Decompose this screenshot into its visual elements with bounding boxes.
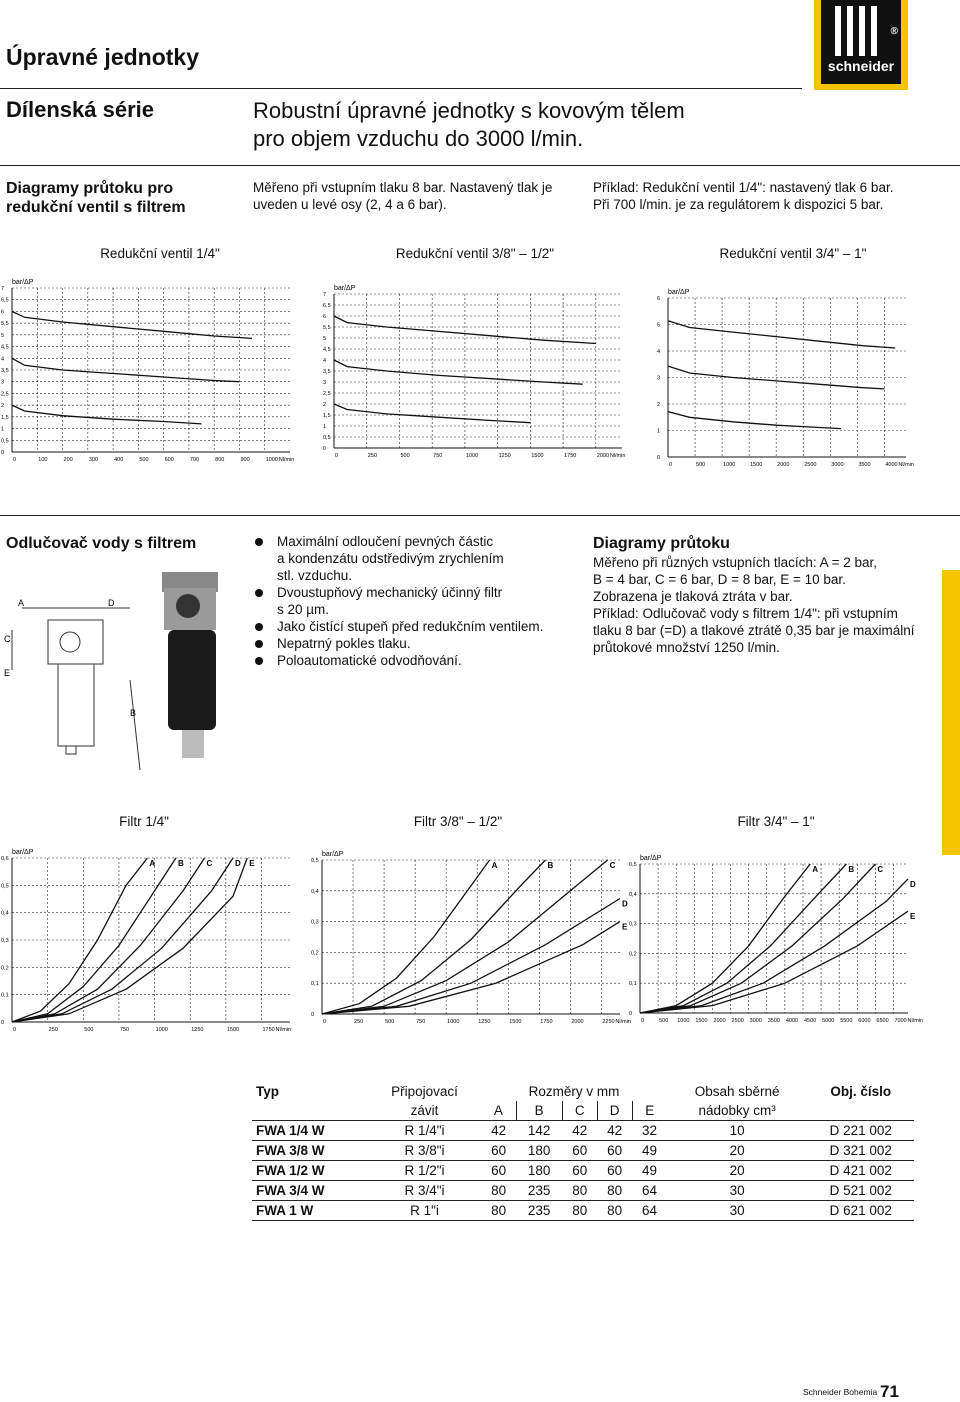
x-tick-label: 1750	[564, 453, 577, 459]
table-cell: 80	[607, 1203, 623, 1218]
table-cell: D 221 002	[829, 1123, 892, 1138]
page-title: Úpravné jednotky	[6, 44, 199, 70]
x-tick-label: 2000	[571, 1019, 584, 1025]
table-cell: 60	[607, 1143, 623, 1158]
y-tick-label: 4,5	[323, 347, 331, 353]
series-label: C	[877, 865, 884, 874]
series-label: B	[547, 861, 554, 870]
x-tick-label: 1500	[695, 1018, 708, 1024]
series-label: D	[910, 879, 916, 889]
x-tick-label: 0	[13, 457, 17, 463]
table-cell: R 1/2"i	[404, 1163, 445, 1178]
chart-caption-filter-3-8: Filtr 3/8" – 1/2"	[413, 814, 503, 829]
y-tick-label: 0,5	[323, 435, 331, 441]
y-tick-label: 2	[657, 402, 661, 408]
y-tick-label: 5	[323, 336, 327, 342]
y-tick-label: 6	[323, 314, 327, 320]
x-axis-unit: Nl/min	[275, 1027, 292, 1033]
flow-line: průtokové množství 1250 l/min.	[593, 640, 780, 655]
y-tick-label: 4	[1, 356, 5, 363]
col-header-container: nádobky cm³	[698, 1103, 776, 1118]
regulator-description	[253, 179, 583, 213]
y-tick-label: 0,3	[1, 938, 9, 944]
separator-drawing	[0, 570, 232, 775]
series-label: A	[149, 859, 156, 868]
table-row	[252, 1141, 914, 1161]
table-cell: FWA 1 W	[256, 1203, 314, 1218]
regulator-example-line-2: Při 700 l/min. je za regulátorem k dispozici 5 bar.	[593, 197, 884, 212]
x-tick-label: 500	[84, 1027, 94, 1033]
y-tick-label: 0,5	[1, 883, 9, 890]
x-tick-label: 250	[354, 1019, 364, 1025]
separator-photo	[162, 572, 218, 758]
x-tick-label: 7000	[894, 1018, 907, 1024]
y-tick-label: 0	[1, 1020, 5, 1026]
y-tick-label: 0	[629, 1011, 633, 1017]
y-tick-label: 0	[657, 455, 661, 461]
y-axis-label: bar/ΔP	[322, 851, 344, 858]
y-tick-label: 3	[1, 379, 5, 386]
table-cell: 80	[572, 1183, 588, 1198]
x-tick-label: 1500	[531, 453, 544, 459]
y-axis-label: bar/ΔP	[334, 285, 356, 292]
chart-caption-filter-1-4: Filtr 1/4"	[119, 814, 169, 829]
x-tick-label: 0	[323, 1019, 327, 1025]
x-tick-label: 750	[433, 453, 443, 459]
feature-item	[253, 533, 573, 584]
table-cell: 180	[527, 1143, 551, 1158]
table-row	[252, 1201, 914, 1221]
table-cell: R 1/4"i	[404, 1123, 445, 1138]
feature-item	[253, 652, 573, 669]
x-tick-label: 1500	[226, 1027, 240, 1033]
series-line	[322, 899, 620, 1015]
table-cell: FWA 1/4 W	[256, 1123, 325, 1138]
x-tick-label: 0	[335, 453, 339, 459]
brand-logo	[814, 0, 908, 90]
chart-regulator-3-4	[656, 284, 916, 479]
col-header-c: C	[562, 1101, 597, 1121]
section-rule	[0, 165, 960, 166]
x-tick-label: 2000	[777, 462, 790, 468]
table-cell: 60	[607, 1163, 623, 1178]
headline-line-2: pro objem vzduchu do 3000 l/min.	[253, 126, 584, 151]
table-cell: 180	[527, 1163, 551, 1178]
y-tick-label: 0,2	[629, 951, 637, 958]
series-title: Dílenská série	[6, 97, 154, 122]
x-tick-label: 0	[669, 462, 673, 468]
x-tick-label: 900	[240, 457, 250, 463]
dim-label-d: D	[108, 598, 115, 608]
feature-item	[253, 584, 573, 618]
feature-text: Maximální odloučení pevných částic	[277, 534, 494, 549]
x-tick-label: 100	[38, 457, 48, 463]
x-tick-label: 6500	[876, 1018, 889, 1024]
table-cell: 20	[729, 1163, 745, 1178]
y-tick-label: 4	[323, 358, 327, 364]
table-cell: 60	[572, 1143, 588, 1158]
x-tick-label: 1500	[750, 462, 763, 468]
section-rule-2	[0, 515, 960, 516]
dim-label-e: E	[4, 668, 11, 678]
y-tick-label: 0,4	[1, 910, 9, 917]
feature-text: s 20 µm.	[277, 602, 330, 617]
table-cell: 64	[641, 1203, 657, 1218]
y-tick-label: 1	[657, 428, 661, 435]
table-cell: 10	[729, 1123, 745, 1138]
y-tick-label: 0	[323, 446, 327, 452]
y-tick-label: 0,3	[311, 919, 319, 926]
flow-diagram-info	[593, 533, 933, 656]
series-line	[668, 412, 841, 429]
chart-regulator-1-4	[0, 274, 300, 474]
series-label: B	[177, 859, 184, 868]
col-header-volume: Obsah sběrné	[694, 1084, 780, 1099]
footer-brand: Schneider Bohemia	[803, 1387, 878, 1397]
y-tick-label: 0,5	[311, 858, 319, 864]
x-axis-unit: Nl/min	[898, 462, 914, 468]
x-tick-label: 1000	[723, 462, 736, 468]
x-tick-label: 250	[48, 1027, 58, 1033]
feature-item	[253, 635, 573, 652]
x-tick-label: 1750	[262, 1027, 275, 1033]
y-tick-label: 5	[1, 332, 5, 339]
dim-label-c: C	[4, 634, 11, 644]
col-header-empty	[252, 1101, 368, 1121]
series-line	[12, 405, 202, 424]
yellow-side-tab	[942, 570, 960, 855]
logo-registered-mark: ®	[890, 26, 898, 37]
y-tick-label: 0,2	[1, 965, 9, 972]
x-tick-label: 5000	[822, 1018, 835, 1024]
series-label: C	[609, 861, 616, 870]
col-header-empty	[807, 1101, 914, 1121]
x-tick-label: 0	[641, 1018, 645, 1024]
series-label: E	[249, 859, 255, 868]
x-tick-label: 500	[659, 1018, 669, 1024]
table-cell: D 621 002	[829, 1203, 892, 1218]
page-number: 71	[880, 1382, 899, 1401]
y-tick-label: 3	[657, 375, 661, 382]
x-tick-label: 200	[63, 457, 73, 463]
x-axis-unit: Nl/min	[609, 453, 626, 459]
x-tick-label: 1000	[155, 1027, 168, 1033]
table-body	[252, 1121, 914, 1221]
x-tick-label: 0	[13, 1027, 17, 1033]
feature-list	[253, 533, 573, 669]
y-tick-label: 3,5	[323, 369, 331, 375]
series-label: E	[910, 912, 916, 922]
col-header-dimensions: Rozměry v mm	[528, 1084, 620, 1099]
y-tick-label: 0,1	[1, 992, 9, 999]
y-axis-label: bar/ΔP	[12, 849, 34, 856]
x-tick-label: 1250	[498, 453, 511, 459]
dim-label-a: A	[18, 598, 25, 608]
feature-text: Jako čistící stupeň před redukčním ventilem.	[277, 619, 544, 634]
x-tick-label: 500	[139, 457, 149, 463]
col-header-connection: Připojovací	[391, 1084, 458, 1099]
x-tick-label: 2500	[731, 1018, 744, 1024]
chart-caption-filter-3-4: Filtr 3/4" – 1"	[737, 814, 815, 829]
x-tick-label: 2500	[804, 462, 817, 468]
y-tick-label: 6	[1, 309, 5, 316]
y-tick-label: 1,5	[323, 413, 331, 419]
chart-caption-regulator-1-4: Redukční ventil 1/4"	[100, 246, 220, 261]
table-cell: 20	[729, 1143, 745, 1158]
chart-filter-3-8	[310, 846, 633, 1036]
series-label: C	[206, 859, 213, 868]
y-axis-label: bar/ΔP	[668, 289, 690, 296]
feature-text: a kondenzátu odstředivým zrychlením	[277, 551, 504, 566]
specification-table	[252, 1082, 914, 1221]
flow-line: Příklad: Odlučovač vody s filtrem 1/4": při vstupním	[593, 606, 898, 621]
y-tick-label: 5	[657, 322, 661, 329]
feature-text: Poloautomatické odvodňování.	[277, 653, 462, 668]
x-tick-label: 4000	[885, 462, 898, 468]
col-header-d: D	[597, 1101, 632, 1121]
x-tick-label: 400	[114, 457, 124, 463]
headline-line-1: Robustní úpravné jednotky s kovovým tělem	[253, 98, 685, 123]
table-cell: 60	[491, 1143, 507, 1158]
y-tick-label: 3,5	[1, 368, 9, 374]
regulator-title-line-1: Diagramy průtoku pro	[6, 180, 174, 197]
feature-item	[253, 618, 573, 635]
x-tick-label: 1000	[447, 1019, 460, 1025]
y-axis-label: bar/ΔP	[640, 855, 662, 862]
x-axis-unit: Nl/min	[907, 1018, 924, 1024]
y-tick-label: 6,5	[323, 303, 331, 309]
table-cell: R 3/8"i	[404, 1143, 445, 1158]
table-cell: D 321 002	[829, 1143, 892, 1158]
series-line	[12, 311, 252, 338]
table-cell: 60	[491, 1163, 507, 1178]
dim-label-b: B	[130, 708, 137, 718]
chart-regulator-3-8	[322, 280, 632, 470]
x-tick-label: 700	[189, 457, 200, 463]
series-label: A	[812, 865, 818, 874]
table-cell: 80	[491, 1203, 507, 1218]
table-cell: FWA 3/8 W	[256, 1143, 325, 1158]
flow-line: Zobrazena je tlaková ztráta v bar.	[593, 589, 793, 604]
x-tick-label: 4000	[785, 1018, 799, 1024]
table-cell: 235	[527, 1203, 551, 1218]
x-tick-label: 250	[367, 453, 377, 459]
x-tick-label: 1000	[265, 457, 278, 463]
y-tick-label: 0	[1, 450, 5, 456]
y-tick-label: 6,5	[1, 297, 9, 304]
y-tick-label: 2,5	[323, 391, 331, 397]
table-cell: FWA 1/2 W	[256, 1163, 325, 1178]
x-tick-label: 6000	[858, 1018, 871, 1024]
table-row	[252, 1121, 914, 1141]
x-tick-label: 4500	[803, 1018, 817, 1024]
series-line	[640, 879, 908, 1013]
table-cell: FWA 3/4 W	[256, 1183, 325, 1198]
x-tick-label: 1500	[509, 1019, 522, 1025]
table-row	[252, 1181, 914, 1201]
y-tick-label: 0,2	[311, 950, 319, 957]
series-label: D	[622, 899, 628, 909]
x-tick-label: 5500	[840, 1018, 853, 1024]
col-header-a: A	[481, 1101, 516, 1121]
y-tick-label: 0	[311, 1012, 315, 1018]
chart-filter-3-4	[628, 850, 924, 1035]
y-tick-label: 4	[657, 349, 661, 355]
col-header-thread: závit	[410, 1103, 439, 1118]
x-tick-label: 1000	[465, 453, 479, 459]
table-cell: 49	[641, 1143, 657, 1158]
table-cell: D 421 002	[829, 1163, 892, 1178]
x-tick-label: 750	[119, 1027, 130, 1033]
series-line	[334, 360, 583, 384]
flow-diagram-title: Diagramy průtoku	[593, 535, 730, 552]
regulator-desc-line-2: uveden u levé osy (2, 4 a 6 bar).	[253, 197, 447, 212]
flow-line: tlaku 8 bar (=D) a tlakové ztrátě 0,35 bar je maximální	[593, 623, 915, 638]
series-line	[322, 922, 620, 1014]
y-tick-label: 5,5	[1, 321, 9, 328]
flow-line: B = 4 bar, C = 6 bar, D = 8 bar, E = 10 bar.	[593, 572, 846, 587]
feature-text: Nepatrný pokles tlaku.	[277, 636, 411, 651]
x-tick-label: 2000	[713, 1018, 726, 1024]
chart-caption-regulator-3-4: Redukční ventil 3/4" – 1"	[719, 246, 867, 261]
y-tick-label: 0,5	[1, 438, 9, 445]
y-tick-label: 1,5	[1, 414, 9, 421]
x-tick-label: 1000	[677, 1018, 690, 1024]
regulator-section-title	[6, 179, 186, 217]
table-cell: 64	[641, 1183, 657, 1198]
feature-text: stl. vzduchu.	[277, 568, 353, 583]
table-cell: 42	[572, 1123, 588, 1138]
table-header-row-2	[252, 1101, 914, 1121]
table-cell: 32	[641, 1123, 657, 1138]
x-tick-label: 1250	[191, 1027, 204, 1033]
table-cell: 60	[572, 1163, 588, 1178]
header-rule	[0, 88, 802, 89]
series-line	[640, 864, 875, 1013]
table-cell: R 1"i	[410, 1203, 439, 1218]
x-tick-label: 600	[164, 457, 174, 463]
x-tick-label: 2250	[602, 1019, 615, 1025]
table-cell: 142	[527, 1123, 551, 1138]
table-row	[252, 1161, 914, 1181]
chart-caption-regulator-3-8: Redukční ventil 3/8" – 1/2"	[395, 246, 555, 261]
y-tick-label: 2	[1, 403, 5, 410]
regulator-example-line-1: Příklad: Redukční ventil 1/4": nastavený tlak 6 bar.	[593, 180, 894, 195]
flow-line: Měřeno při různých vstupních tlacích: A = 2 bar,	[593, 555, 878, 570]
feature-text: Dvoustupňový mechanický účinný filtr	[277, 585, 503, 600]
table-cell: 49	[641, 1163, 657, 1178]
table-cell: 30	[729, 1183, 745, 1198]
y-tick-label: 0,4	[629, 891, 637, 898]
y-tick-label: 0,1	[311, 981, 319, 988]
table-cell: 80	[491, 1183, 507, 1198]
x-tick-label: 500	[696, 462, 706, 468]
x-axis-unit: Nl/min	[615, 1019, 631, 1025]
y-tick-label: 7	[323, 292, 327, 298]
x-tick-label: 3000	[749, 1018, 762, 1024]
col-header-order-no: Obj. číslo	[830, 1084, 892, 1099]
x-axis-unit: Nl/min	[278, 457, 295, 463]
x-tick-label: 500	[385, 1019, 395, 1025]
series-label: B	[848, 865, 855, 874]
headline	[253, 97, 813, 153]
x-tick-label: 1250	[478, 1019, 491, 1025]
table-header-row	[252, 1082, 914, 1101]
y-tick-label: 5,5	[323, 325, 331, 331]
table-cell: 30	[729, 1203, 745, 1218]
table-cell: 80	[572, 1203, 588, 1218]
col-header-e: E	[645, 1103, 655, 1118]
y-tick-label: 1	[1, 426, 5, 433]
x-tick-label: 800	[215, 457, 225, 463]
y-tick-label: 7	[1, 286, 5, 292]
x-tick-label: 2000	[596, 453, 610, 459]
table-cell: 42	[491, 1123, 507, 1138]
series-label: E	[622, 922, 628, 932]
x-tick-label: 750	[416, 1019, 426, 1025]
y-tick-label: 2,5	[1, 391, 9, 398]
x-tick-label: 500	[400, 453, 410, 459]
y-tick-label: 0,6	[1, 856, 9, 862]
logo-text: schneider	[827, 58, 895, 74]
y-tick-label: 1	[323, 424, 327, 430]
x-tick-label: 1750	[540, 1019, 553, 1025]
y-tick-label: 6	[657, 296, 661, 302]
table-cell: 235	[527, 1183, 551, 1198]
y-tick-label: 0,4	[311, 888, 319, 895]
col-header-b: B	[516, 1101, 562, 1121]
y-axis-label: bar/ΔP	[12, 279, 34, 286]
table-cell: R 3/4"i	[404, 1183, 445, 1198]
regulator-example	[593, 179, 933, 213]
series-label: A	[491, 861, 498, 870]
x-tick-label: 3000	[831, 462, 844, 468]
series-line	[640, 911, 908, 1013]
y-tick-label: 4,5	[1, 344, 9, 351]
x-tick-label: 3500	[858, 462, 871, 468]
x-tick-label: 3500	[767, 1018, 781, 1024]
table-cell: 80	[607, 1183, 623, 1198]
table-cell: 42	[607, 1123, 623, 1138]
table-cell: D 521 002	[829, 1183, 892, 1198]
col-header-type: Typ	[256, 1084, 279, 1099]
separator-section-title: Odlučovač vody s filtrem	[6, 535, 197, 552]
y-tick-label: 0,3	[629, 921, 637, 928]
y-tick-label: 2	[323, 402, 327, 408]
series-label: D	[234, 859, 241, 868]
y-tick-label: 0,1	[629, 981, 637, 988]
chart-filter-1-4	[0, 844, 300, 1044]
regulator-desc-line-1: Měřeno při vstupním tlaku 8 bar. Nastavený tlak je	[253, 180, 553, 195]
regulator-title-line-2: redukční ventil s filtrem	[6, 199, 186, 216]
y-tick-label: 0,5	[629, 862, 637, 868]
x-tick-label: 300	[88, 457, 99, 463]
y-tick-label: 3	[323, 380, 327, 386]
